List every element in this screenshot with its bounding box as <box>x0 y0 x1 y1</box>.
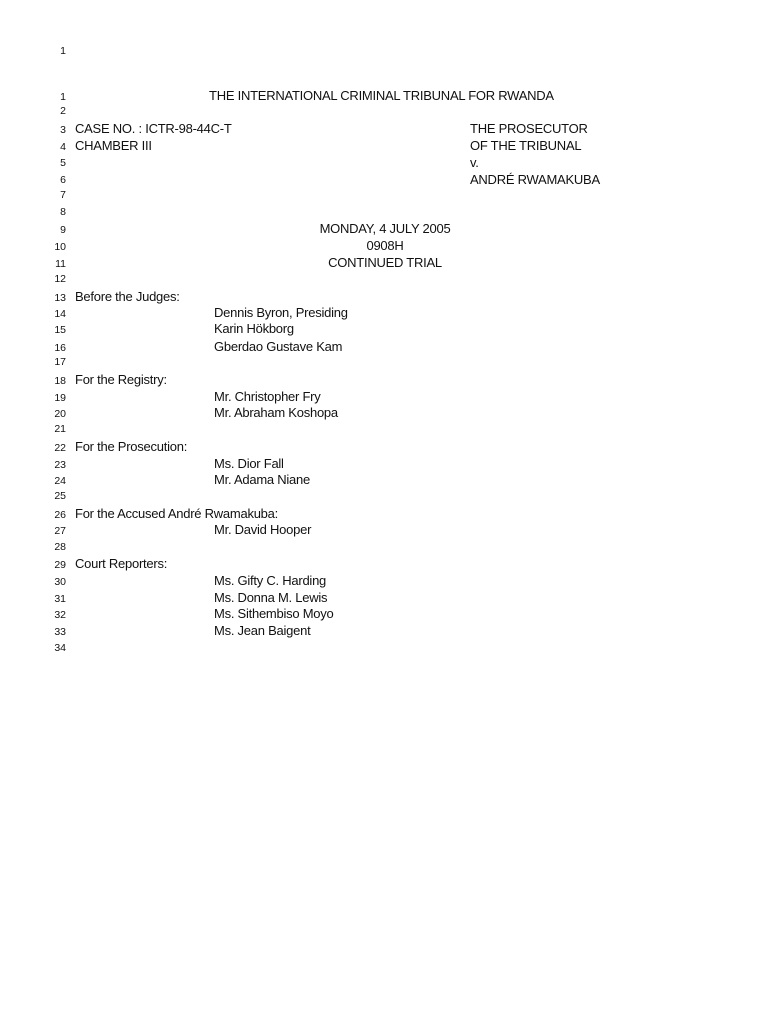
session-time: 0908H <box>366 238 404 253</box>
line-number: 1 <box>60 91 66 103</box>
line-number: 16 <box>54 342 66 354</box>
session-type: CONTINUED TRIAL <box>328 255 442 270</box>
reporter-name: Ms. Sithembiso Moyo <box>214 606 334 621</box>
prosecutor-label: THE PROSECUTOR <box>470 121 588 136</box>
line-number: 10 <box>54 241 66 253</box>
prosecution-name: Ms. Dior Fall <box>214 456 284 471</box>
line-number: 18 <box>54 375 66 387</box>
line-number: 12 <box>54 273 66 285</box>
line-number: 27 <box>54 525 66 537</box>
case-number: CASE NO. : ICTR-98-44C-T <box>75 121 232 136</box>
judge-name: Karin Hökborg <box>214 321 294 336</box>
line-number: 34 <box>54 642 66 654</box>
of-the-tribunal: OF THE TRIBUNAL <box>470 138 582 153</box>
line-number: 17 <box>54 356 66 368</box>
line-number: 33 <box>54 626 66 638</box>
defence-name: Mr. David Hooper <box>214 522 312 537</box>
registry-name: Mr. Abraham Koshopa <box>214 405 338 420</box>
line-number: 5 <box>60 157 66 169</box>
tribunal-title: THE INTERNATIONAL CRIMINAL TRIBUNAL FOR RWANDA <box>209 88 554 103</box>
line-number: 14 <box>54 308 66 320</box>
line-number: 23 <box>54 459 66 471</box>
registry-label: For the Registry: <box>75 372 167 387</box>
session-date: MONDAY, 4 JULY 2005 <box>319 221 451 236</box>
line-number: 30 <box>54 576 66 588</box>
reporter-name: Ms. Jean Baigent <box>214 623 311 638</box>
line-number: 26 <box>54 509 66 521</box>
line-number: 8 <box>60 206 66 218</box>
line-number: 24 <box>54 475 66 487</box>
reporters-label: Court Reporters: <box>75 556 168 571</box>
line-number: 9 <box>60 224 66 236</box>
registry-name: Mr. Christopher Fry <box>214 389 321 404</box>
line-number: 31 <box>54 593 66 605</box>
line-number: 29 <box>54 559 66 571</box>
line-number: 11 <box>55 258 66 270</box>
line-number: 15 <box>54 324 66 336</box>
line-number: 19 <box>54 392 66 404</box>
reporter-name: Ms. Gifty C. Harding <box>214 573 327 588</box>
line-number: 25 <box>54 490 66 502</box>
prosecution-name: Mr. Adama Niane <box>214 472 310 487</box>
chamber: CHAMBER III <box>75 138 152 153</box>
line-number: 28 <box>54 541 66 553</box>
judge-name: Dennis Byron, Presiding <box>214 305 348 320</box>
defence-label: For the Accused André Rwamakuba: <box>75 506 279 521</box>
line-number: 3 <box>60 124 66 136</box>
judge-name: Gberdao Gustave Kam <box>214 339 343 354</box>
versus: v. <box>470 155 479 170</box>
line-number: 20 <box>54 408 66 420</box>
accused-name: ANDRÉ RWAMAKUBA <box>470 172 600 187</box>
line-number: 21 <box>54 423 66 435</box>
prosecution-label: For the Prosecution: <box>75 439 188 454</box>
judges-label: Before the Judges: <box>75 289 180 304</box>
line-number: 6 <box>60 174 66 186</box>
line-number: 4 <box>60 141 66 153</box>
page-number: 1 <box>60 45 66 57</box>
line-number: 22 <box>54 442 66 454</box>
reporter-name: Ms. Donna M. Lewis <box>214 590 328 605</box>
line-number: 2 <box>60 105 66 117</box>
line-number: 32 <box>54 609 66 621</box>
line-number: 13 <box>54 292 66 304</box>
line-number: 7 <box>60 189 66 201</box>
